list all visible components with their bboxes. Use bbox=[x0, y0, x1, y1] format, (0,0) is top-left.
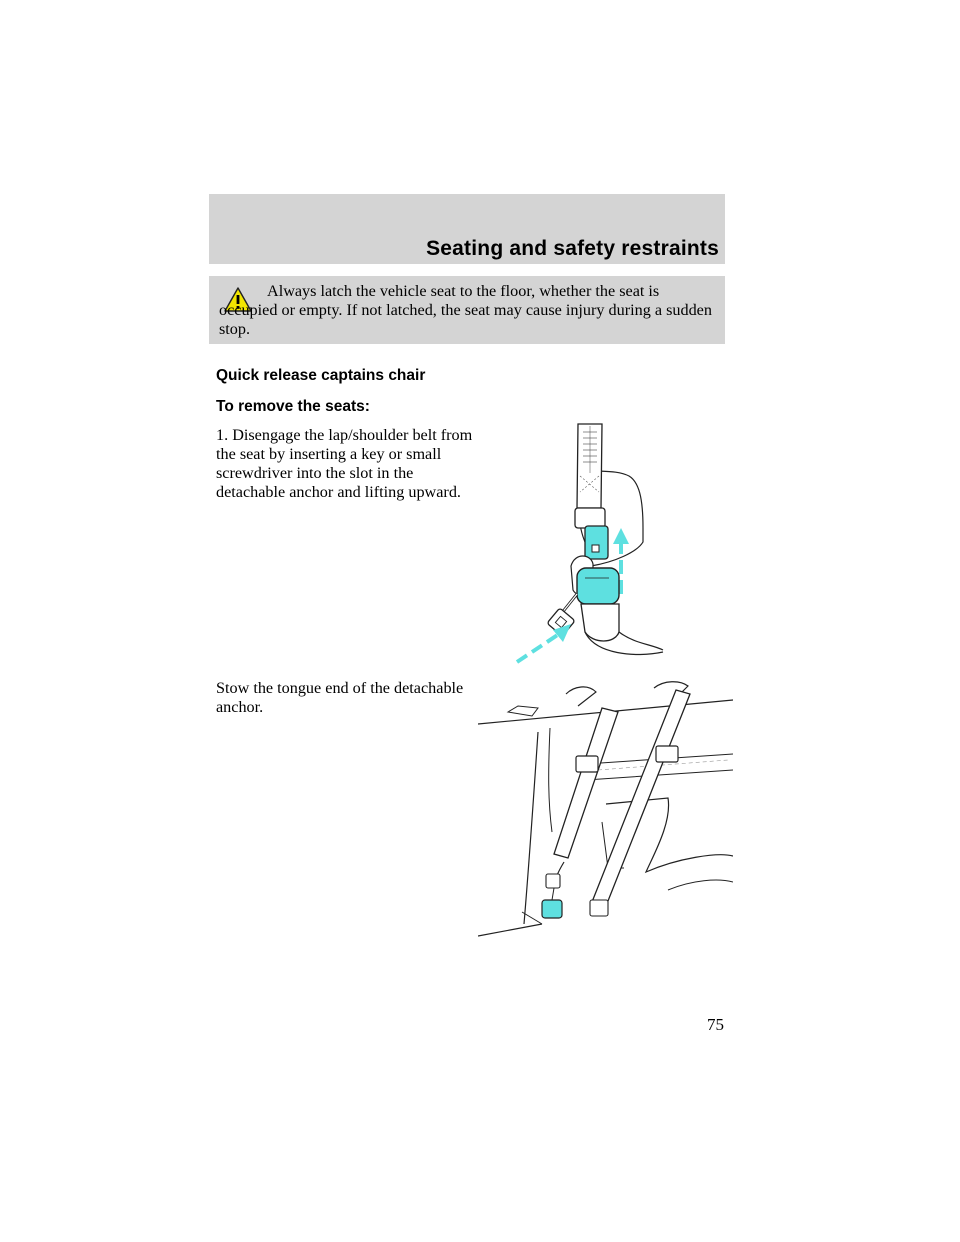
warning-box bbox=[209, 276, 725, 344]
step-1-text: 1. Disengage the lap/shoulder belt from the seat by inserting a key or small screwdriver into the slot in the detachable anchor and lifting upward. bbox=[216, 426, 473, 501]
section-header-title: Seating and safety restraints bbox=[426, 237, 719, 260]
stowed-belts-illustration bbox=[478, 672, 733, 942]
section-subtitle: To remove the seats: bbox=[216, 398, 370, 415]
header-band bbox=[209, 194, 725, 264]
step-2-text: Stow the tongue end of the detachable anchor. bbox=[216, 679, 464, 716]
warning-text: Always latch the vehicle seat to the floor, whether the seat is occupied or empty. If not latched, the seat may cause injury during a sudden stop. bbox=[219, 282, 712, 338]
section-title: Quick release captains chair bbox=[216, 367, 426, 384]
page-number: 75 bbox=[707, 1015, 724, 1034]
belt-anchor-release-illustration bbox=[505, 418, 690, 670]
